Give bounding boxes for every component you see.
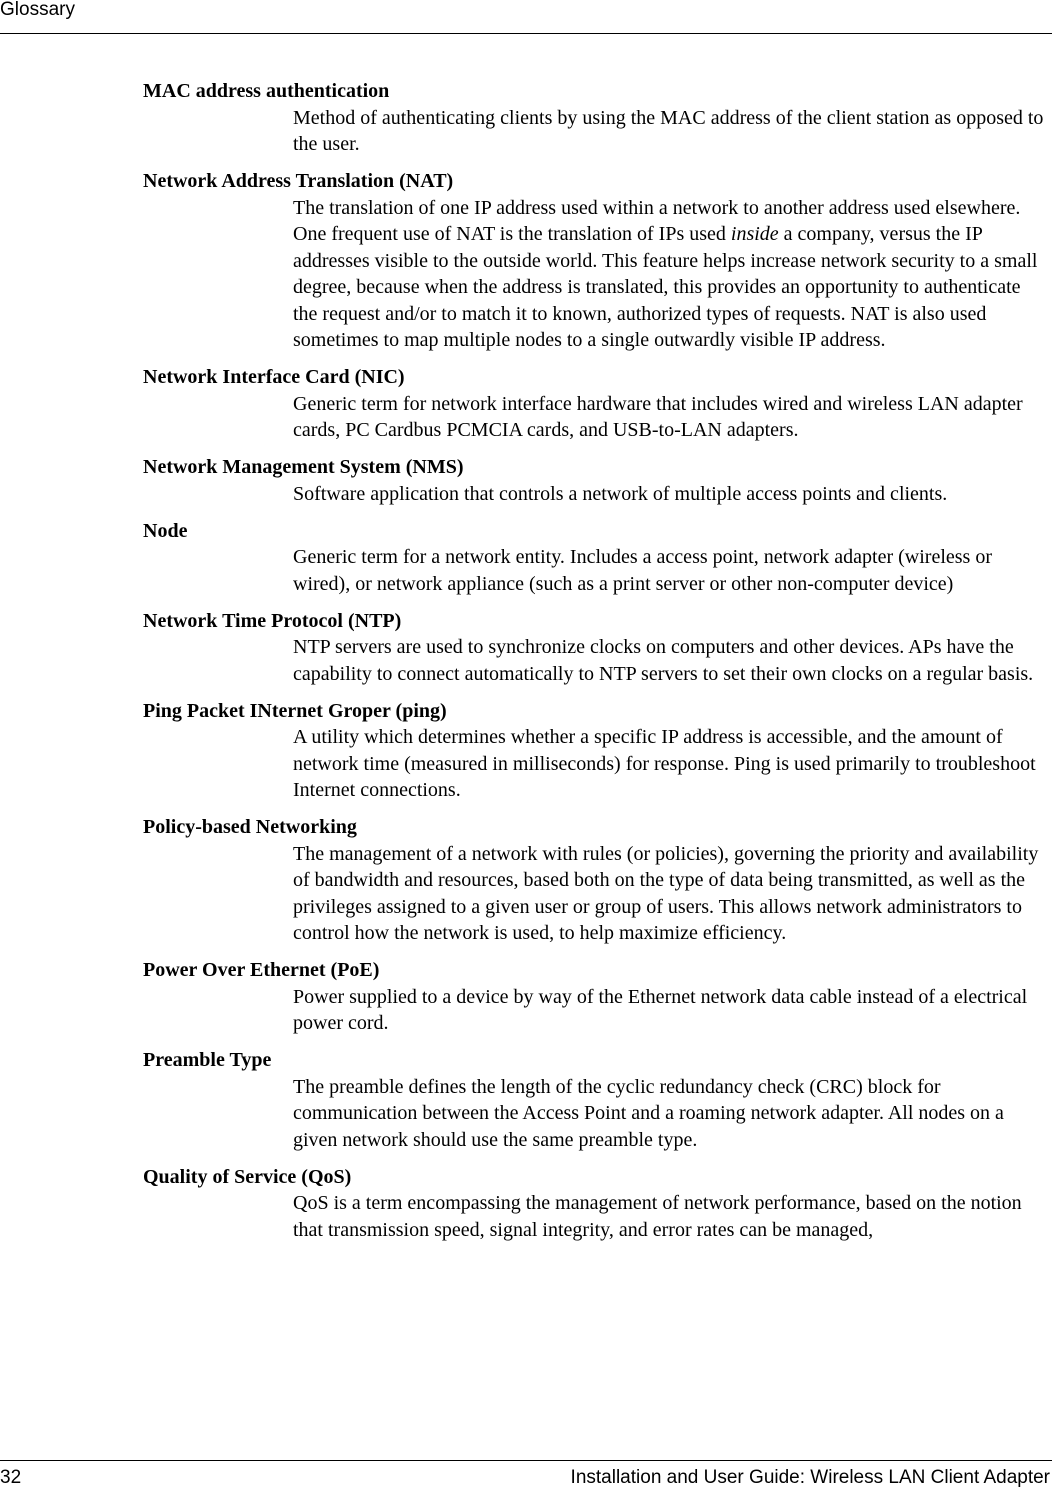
glossary-entry-poe (143, 957, 1049, 1037)
glossary-entry-nat (143, 168, 1049, 354)
glossary-entry-node (143, 518, 1049, 598)
glossary-term: Quality of Service (QoS) (143, 1165, 352, 1188)
glossary-entry-nic (143, 364, 1049, 444)
page-number: 32 (0, 1467, 22, 1488)
glossary-term: Node (143, 519, 188, 542)
glossary-entry-policy-networking (143, 814, 1049, 947)
glossary-entry-preamble (143, 1047, 1049, 1153)
definition-emphasis: inside (730, 223, 779, 245)
glossary-term: MAC address authentication (143, 80, 390, 102)
glossary-definition: The preamble defines the length of the cyclic redundancy check (CRC) block for communication between the Access Point and a roaming network adapter. All nodes on a given network should use the same preamble type. (293, 1075, 1004, 1151)
glossary-list (143, 78, 1049, 1254)
glossary-entry-mac-auth (143, 78, 1049, 158)
glossary-entry-qos (143, 1164, 1049, 1244)
definition-text: The translation of one IP address used within a network to another address used elsewhere. One frequent use of NAT is the translation of IPs used (293, 196, 1021, 245)
glossary-definition: A utility which determines whether a specific IP address is accessible, and the amount of network time (measured in milliseconds) for response. Ping is used primarily to troubleshoot Internet connections. (293, 726, 1036, 801)
glossary-term: Ping Packet INternet Groper (ping) (143, 699, 447, 722)
glossary-definition: The management of a network with rules (or policies), governing the priority and availability of bandwidth and resources, based both on the type of data being transmitted, as well as the privileges assigned to a given user or group of users. This allows network administrators to control how the network is used, to help maximize efficiency. (293, 842, 1039, 944)
glossary-definition: Method of authenticating clients by using the MAC address of the client station as opposed to the user. (293, 106, 1044, 155)
glossary-definition: Software application that controls a network of multiple access points and clients. (293, 482, 948, 505)
glossary-entry-nms (143, 454, 1049, 507)
glossary-entry-ping (143, 698, 1049, 804)
glossary-term: Policy-based Networking (143, 816, 357, 838)
section-title: Glossary (0, 0, 75, 20)
glossary-definition: QoS is a term encompassing the management of network performance, based on the notion that transmission speed, signal integrity, and error rates can be managed, (293, 1192, 1022, 1241)
guide-title: Installation and User Guide: Wireless LAN Client Adapter (570, 1467, 1050, 1488)
glossary-term: Network Address Translation (NAT) (143, 170, 454, 192)
glossary-definition: Generic term for network interface hardware that includes wired and wireless LAN adapter cards, PC Cardbus PCMCIA cards, and USB-to-LAN adapters. (293, 392, 1023, 441)
glossary-term: Network Interface Card (NIC) (143, 366, 405, 388)
glossary-term: Network Time Protocol (NTP) (143, 609, 402, 632)
glossary-term: Network Management System (NMS) (143, 456, 464, 478)
glossary-term: Preamble Type (143, 1049, 272, 1071)
glossary-definition: Generic term for a network entity. Includes a access point, network adapter (wireless or wired), or network appliance (such as a print server or other non-computer device) (293, 546, 992, 595)
glossary-term: Power Over Ethernet (PoE) (143, 959, 380, 981)
glossary-definition (293, 195, 1049, 354)
glossary-entry-ntp (143, 608, 1049, 688)
glossary-definition: NTP servers are used to synchronize clocks on computers and other devices. APs have the capability to connect automatically to NTP servers to set their own clocks on a regular basis. (293, 636, 1034, 685)
definition-text: a company, versus the IP addresses visible to the outside world. This feature helps increase network security to a small degree, because when the address is translated, this provides an opportunity to authenticate the request and/or to match it to known, authorized types of requests. NAT is also used sometimes to map multiple nodes to a single outwardly visible IP address. (293, 223, 1038, 351)
glossary-definition: Power supplied to a device by way of the Ethernet network data cable instead of a electrical power cord. (293, 985, 1028, 1034)
page-header (0, 0, 1052, 34)
page-footer (0, 1460, 1052, 1492)
